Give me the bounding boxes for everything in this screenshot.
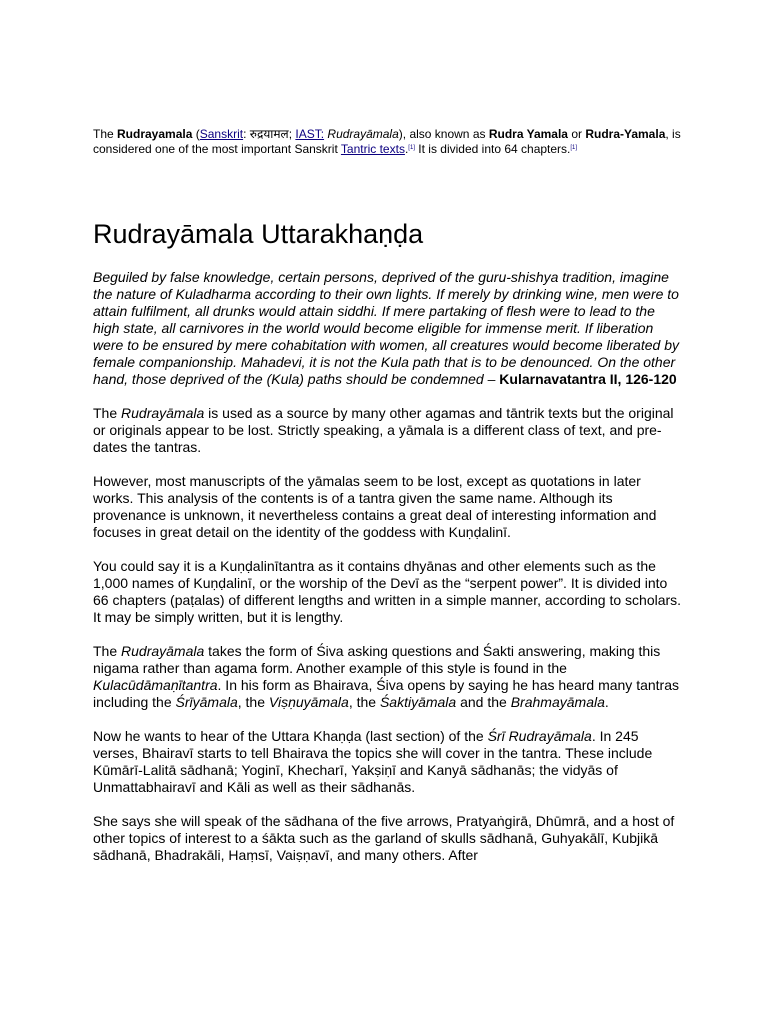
paragraph-text: . In 245 verses, Bhairavī starts to tell Bhairava the topics she will cover in the tantra. These include Kūmārī-Lalitā sādhanā; Yoginī, Khecharī, Yakṣiṇī and Kanyā sādhanās; the vidyās of Unmattabhairavī and Kāli as well as their sādhanās.	[93, 728, 653, 795]
article-body	[93, 269, 683, 881]
quote-source: Kularnavatantra II, 126-120	[495, 371, 677, 387]
italic-term: Viṣṇuyāmala	[268, 694, 349, 710]
intro-text: ), also known as	[398, 127, 489, 141]
intro-text: It is divided into 64 chapters.	[414, 141, 571, 156]
italic-term: Rudrayāmala	[121, 405, 205, 421]
italic-term: Kulacūdāmaṇītantra	[93, 677, 218, 693]
sanskrit-link[interactable]: Sanskrit	[199, 127, 244, 141]
intro-text: , is considered one of the most important Sanskrit	[93, 127, 681, 156]
quote-text: Beguiled by false knowledge, certain persons, deprived of the guru-shishya tradition, imagine the nature of Kuladharma according to their own lights. If merely by drinking wine, men were to attain fulfilment, all drunks would attain siddhi. If mere partaking of flesh were to lead to the high state, all carnivores in the world would become eligible for immense merit. If liberation were to be ensured by mere cohabitation with women, all creatures would become liberated by female companionship. Mahadevi, it is not the Kula path that is to be denounced. On the other hand, those deprived of the (Kula) paths should be condemned –	[93, 269, 679, 387]
reference-link[interactable]: [1]	[570, 144, 578, 151]
term-rudra-yamala-hyphen: Rudra-Yamala	[585, 127, 666, 141]
paragraph-text: takes the form of Śiva asking questions and Śakti answering, making this nigama rather than agama form. Another example of this style is found in the	[93, 643, 661, 676]
paragraph-1	[93, 405, 683, 456]
paragraph-text: The	[93, 405, 122, 421]
intro-text: The	[93, 127, 118, 141]
devanagari-text: रुद्रयामल	[249, 127, 289, 141]
paragraph-2: However, most manuscripts of the yāmalas seem to be lost, except as quotations in later works. This analysis of the contents is of a tantra given the same name. Although its provenance is unknown, it nevertheless contains a great deal of interesting information and focuses in great detail on the identity of the goddess with Kuṇḍalinī.	[93, 473, 657, 540]
paragraph-text: . In his form as Bhairava, Śiva opens by saying he has heard many tantras including the	[93, 677, 679, 710]
paragraph-text: .	[604, 694, 609, 710]
quote-paragraph	[93, 269, 683, 388]
paragraph-4	[93, 643, 683, 711]
term-rudrayamala: Rudrayamala	[117, 127, 193, 141]
paragraph-text: is used as a source by many other agamas and tāntrik texts but the original or originals appear to be lost. Strictly speaking, a yāmala is a different class of text, and pre-dates the tantras.	[93, 405, 674, 455]
italic-term: Rudrayāmala	[121, 643, 205, 659]
tantric-texts-link[interactable]: Tantric texts	[340, 141, 405, 156]
reference-link[interactable]: [1]	[408, 144, 415, 151]
italic-term: Śrīyāmala	[175, 694, 238, 710]
intro-text: (	[192, 127, 200, 141]
paragraph-text: and the	[456, 694, 511, 710]
paragraph-3: You could say it is a Kuṇḍalinītantra as it contains dhyānas and other elements such as the 1,000 names of Kuṇḍalinī, or the worship of the Devī as the “serpent power”. It is divided into 66 chapters (paṭalas) of different lengths and written in a simple manner, according to scholars. It may be simply written, but it is lengthy.	[93, 558, 682, 625]
paragraph-6: She says she will speak of the sādhana of the five arrows, Pratyaṅgirā, Dhūmrā, and a host of other topics of interest to a śākta such as the garland of skulls sādhanā, Guhyakālī, Kubjikā sādhanā, Bhadrakāli, Haṃsī, Vaiṣṇavī, and many others. After	[93, 813, 675, 863]
iast-link[interactable]: IAST:	[295, 127, 325, 141]
italic-term: Śaktiyāmala	[379, 694, 457, 710]
italic-term: Śrī Rudrayāmala	[487, 728, 592, 744]
intro-text: :	[243, 127, 250, 141]
term-rudra-yamala: Rudra Yamala	[488, 127, 568, 141]
paragraph-5	[93, 728, 683, 796]
page-title: Rudrayāmala Uttarakhaṇḍa	[93, 219, 424, 249]
intro-text: or	[567, 127, 586, 141]
iast-term: Rudrayāmala	[327, 127, 399, 141]
paragraph-text: , the	[348, 694, 380, 710]
paragraph-text: Now he wants to hear of the Uttara Khaṇḍa (last section) of the	[93, 728, 488, 744]
intro-text: ;	[288, 127, 296, 141]
italic-term: Brahmayāmala	[510, 694, 605, 710]
paragraph-text: The	[93, 643, 122, 659]
intro-paragraph: The Rudrayamala (Sanskrit: रुद्रयामल; IAST: Rudrayāmala), also known as Rudra Yamala or Rudra-Yamala, is considered one of the most important Sanskrit Tantric texts.[1] It is divided into 64 chapters.[1]	[93, 127, 681, 156]
paragraph-text: , the	[237, 694, 269, 710]
